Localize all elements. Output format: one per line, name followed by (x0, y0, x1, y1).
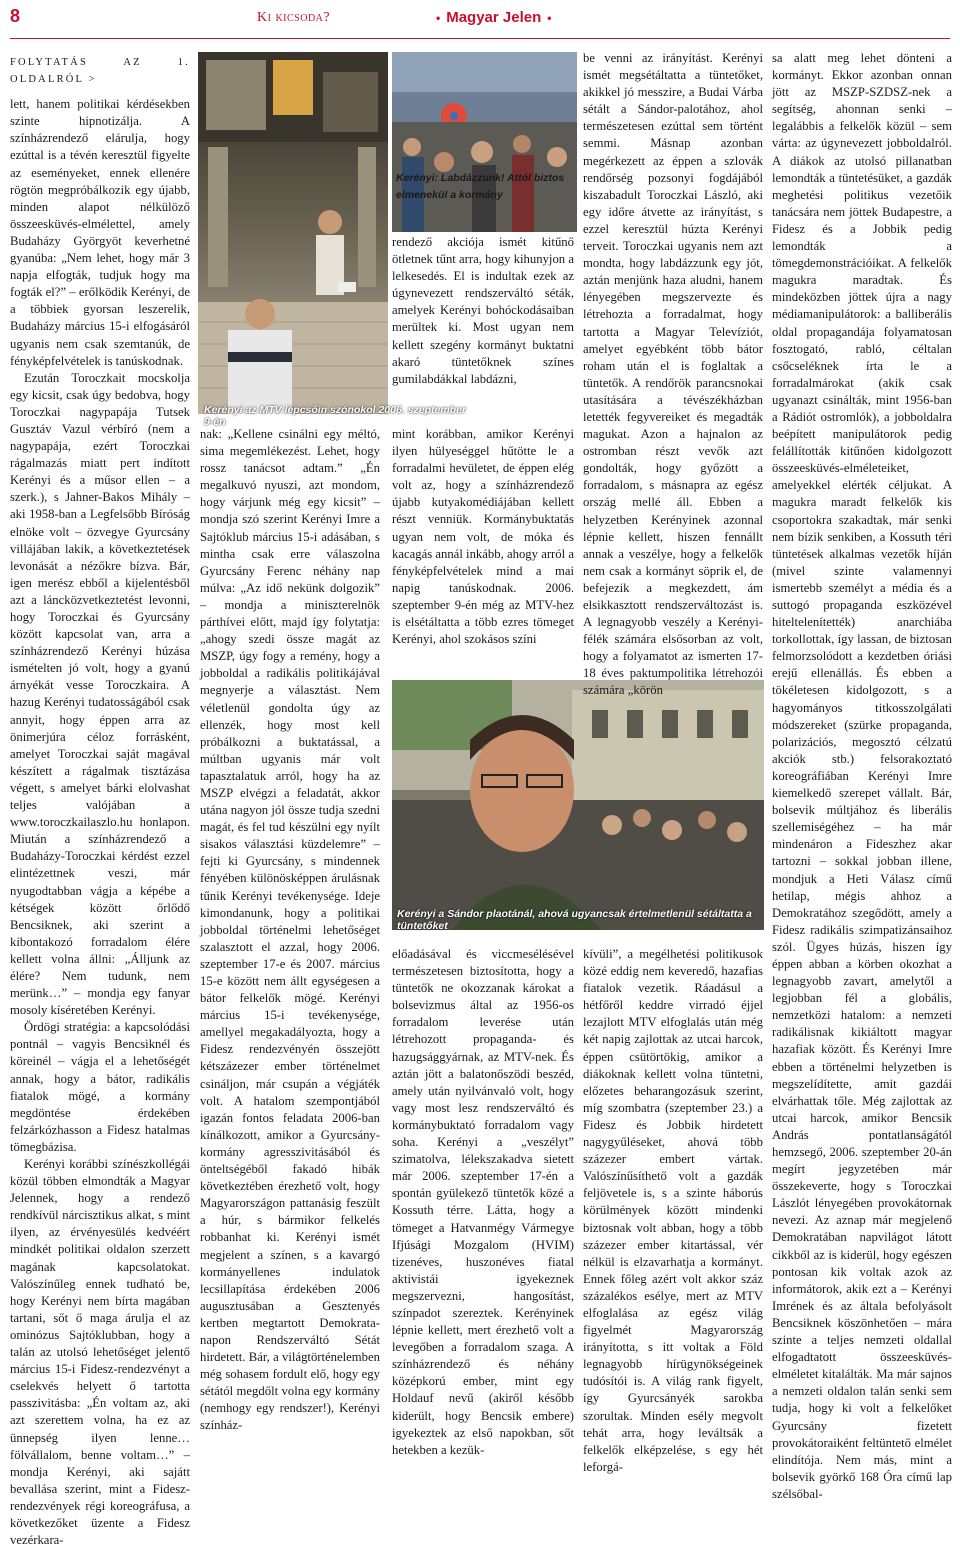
photo-mtv-steps (198, 52, 388, 414)
paragraph: nak: „Kellene csinálni egy méltó, sima megemlékezést. Lehet, hogy rossz tanácsot adtam.” „Én megalkuvó nyuszi, azt mondom, hogy várjunk még egy kicsit” – mondja szó szerint Kerényi Imre a Sajtóklub március 15-i adásában, s mintha csak erre válaszolna Gyurcsány Ferenc néhány nap múlva: „Az idő nekünk dolgozik” – mondja a miniszterelnök párthívei előtt, majd így folytatja: „ahogy szedi össze magát az MSZP, úgy fogy a remény, hogy a jobboldal a radikális politikájával megnyerje a választást. Nem véletlenül gondolta úgy az ellenzék, hogy most kell próbálkozni a buktatással, a múltban ugyanis már volt tapasztalatuk arról, hogy ha az MSZP elvégzi a feladatát, akkor utána nagyon jól össze tudja szedni magát, és fel tud készülni egy nyílt sisakos választási küzdelemre” – fejti ki Gyurcsány, s mindennek fényében különösképpen árulásnak tűnik Kerényi tevékenysége. Ideje kimondanunk, hogy a politikai jobboldal történelmi lehetőséget szalasztott el azzal, hogy 2006. szeptember 17-e és 2007. március 15-e között nem állt egységesen a bátor felkelők mögé. Kerényi március 15-i tevékenysége, amellyel megakadályozta, hogy a Fidesz rendezvényén összejött kétszázezer ember történelmet csináljon, már csupán a végjáték volt. A hatalom szempontjából igazán fontos feladata 2006-ban kínálkozott, amikor a Gyurcsány-kormány agresszivitásából és önteltségéből fakadó hibák következtében érezhető volt, hogy Magyarországon pattanásig feszült a húr, s bármikor felkelés robbanhat ki. Kerényi ismét megjelent a színen, s a kavargó kormányellenes indulatok lecsillapítása érdekében 2006 augusztusában a Gesztenyés kertben megtartott Demokrata-napon Rendszerváltó Sétát hirdetett. Bár, a világtörténelemben még sohasem fordult elő, hogy egy sétától megdőlt volna egy kormány (nemhogy egy rendszer!), Kerényi színház- (200, 427, 380, 1433)
section-title: Ki kicsoda? (257, 10, 331, 25)
header-rule (10, 38, 950, 39)
photo-caption: Kerényi az MTV lépcsőin szónokol 2006. szeptember 9-én (204, 404, 467, 428)
paragraph: Ördögi stratégia: a kapcsolódási pontnál – vagyis Bencsiknél és köreinél – vágja el a lehetőségét annak, hogy a bátor, radikális fiatalok mögé, a kormány megdöntése érdekében felzárkózhasson a Fidesz hatalmas tömegbázisa. (10, 1020, 190, 1154)
paragraph: be venni az irányítást. Kerényi ismét megsétáltatta a tüntetőket, akikkel jó messzire, a Budai Várba sétált a Sándor-palotához, ahol természetesen ezúttal sem történt semmi. Másnap azonban megérkezett az éppen a szlovák rendőrség pozsonyi fogdájából kiszabadult Toroczkai László, aki egy időre átvette az irányítást, s ezzel keresztül húzta Kerényi terveit. Toroczkai ugyanis nem azt mondta, hogy labdázzunk egy jót, aztán menjünk haza aludni, hanem lényegében megszervezte és létrehozta a forradalmat, hogy tartotta a Magyar Televíziót, amelyet egyébként több bátor roham után el is foglaltak a tüntetők. A rendőrök parancsnokai utasítására a tévészékházban letették fegyvereiket és megadták magukat. Azon a hajnalon az ostromban részt vevők azt gondolták, hogy győzött a forradalom, s másnapra az egész ország mellé áll. Ebben a helyzetben Kerényinek azonnal lépnie kellett, hiszen fennállt annak a veszélye, hogy a felkelők nem csak a kormányt söprik el, de befejezik a megkezdett, ám elsikkasztott rendszerváltozást is. A legnagyobb veszély a Kerényi-félék számára elsősorban az volt, hogy a folyamatot az ismerten 17-18 éves paktumpolitika létrehozói számára „körön (583, 51, 763, 698)
paragraph: sa alatt meg lehet dönteni a kormányt. Ekkor azonban onnan jött az MSZP-SZDSZ-nek a segítség, ahonnan senki – legalábbis a felkelők közül – sem várta: az úgynevezett jobboldalról. A diákok az utolsó pillanatban lemondták a tüntetésüket, a gazdák meghetési politikus vezetőik tanácsára nem jöttek Budapestre, a Fidesz és a Jobbik pedig lemondták a tömegdemonstrációikat. A felkelők magukra maradtak. És mindeközben jöttek újra a nagy médiamanipulátorok: a balliberális oldal propagandája folyamatosan fosztogató, rabló, céltalan csőcseléknek írta le a forradalmárokat (akik csak ugyanazt csinálták, mint 1956-ban a Rádiót ostromlók), a jobboldalra beépített manipulátorok pedig felállították kitűnően kidolgozott összeesküvés-elméleteiket, amelyekkel elérték céljukat. A magukra maradt felkelők kis csoportokra szakadtak, már senki nem bízik senkiben, a Kossuth téri tüntetések alkalmas vezetők híján (mivel szinte valamennyi ismertebb személyt a média és a suttogó propaganda eszközével hiteltelenítették) anarchiába torkollottak, így lassan, de biztosan felmorzsolódott a kezdetben óriási erejű ellenállás. És ebben a tökéletesen kidolgozott, s a hagyományos titkosszolgálati módszereket (szürke propaganda, polarizációs, megosztó célzatú akciók stb.) felsorakoztató koreográfiában Kerényi Imre kiemelkedő szerepet vállalt. Bár, bolsevik múltjához és liberális szellemiségéhez – ha már mindenáron a Fideszhez akar tartozni – sokkal jobban illene, mondjuk a Heti Válasz című hetilap, mégis ahhoz a Demokratához szegődött, amely a Fidesz radikális szimpatizánsaihoz szól. Ügyes húzás, hiszen így éppen abban a körben okozhat a legnagyobb zavart, amelytől a legjobban fél a globális, nemzetközi hatalom: a nemzeti radikálisnak kikiáltott magyar hazafiak között. És Kerényi Imre ebben a történelmi helyzetben is megszelídítette, amit gazdái elvárhattak tőle. Még zajlottak az utcai harcok, amikor Bencsik András pontatlanságától hemzsegő, 2006. szeptember 20-án megírt jegyzetében már összekeverte, hogy s Toroczkai Lászlót lényegében provokátornak nevezi. Az aznap már megjelenő Demokratában napvilágot látott cikkből az is kiderül, hogy egészen pontosan kik voltak azok az informátorok, akik ezt a – Kerényi Imrének és az általa befolyásolt Bencsiknek köszönhetően – mára szinte a teljes nemzeti oldallal elfogadtatott összeesküvés-elméletet kitalálták. Ma már sajnos a nemzeti oldalon talán senki sem tudja, hogy ki volt a felkelőket Gyurcsány fizetett provokátoraiként feltüntető elmélet elindítója. Nem más, mint a bolsevik györkő 168 Óra című lap szélsőbal- (772, 51, 952, 1501)
newspaper-name (430, 9, 557, 26)
paragraph: rendező akciója ismét kitűnő ötletnek tűnt arra, hogy kihunyjon a lelkesedés. El is indultak ezek az úgynevezett rendszerváltó séták, amelyek Kerényi bohóckodásaiban merültek ki. Most ugyan nem kellett szegény kormányt buktatni akaró tüntetőknek színes gumilabdákkal labdázni, (392, 235, 574, 386)
paragraph: lett, hanem politikai kérdésekben szinte hipnotizálja. A színházrendező elárulja, hogy ezúttal is a tévén keresztül figyelte az eseményeket, ennek ellenére rögtön megpróbálkozik egy újabb, minden alapot nélkülöző összeesküvés-elmélettel, amely Budaházy Györgyöt keverhetné gyanúba: „Nem lehet, hogy már 3 napja elfogták, tudjuk hogy ma fogták el?” – erőlködik Kerényi, de a többiek gyorsan leszerelik, Budaházy március 15-i elfogásáról ugyanis nem csak szemtanúk, de fényképfelvételek is tanúskodnak. (10, 97, 190, 368)
photo-sandor-palace (392, 680, 764, 930)
article-column-4b (583, 946, 763, 1474)
photo-caption: Kerényi: Labdázzunk! Attól biztos elmenekül a kormány (396, 172, 565, 201)
photo-ball-crowd (392, 52, 577, 232)
article-column-5 (772, 50, 952, 1501)
article-column-3a (392, 426, 574, 676)
page-header (0, 0, 960, 38)
continued-label: FOLYTATÁS AZ 1. OLDALRÓL > (10, 57, 190, 86)
page-number: 8 (10, 6, 21, 26)
photo-mtv-steps-image (198, 52, 388, 414)
article-column-2 (200, 426, 380, 1444)
article-column-4a (583, 50, 763, 698)
bullet-icon: • (436, 11, 441, 25)
bullet-icon: • (547, 11, 552, 25)
paragraph: Ezután Toroczkait mocskolja egy kicsit, csak úgy bedobva, hogy Toroczkai nagypapája Tutsek Gusztáv Vazul vérbíró (nem a nagypapája, ezért Toroczkai rágalmazás miatt pert indított Kerényi és a műsor ellen – a szerk.), s Jahner-Bakos Mihály – aki 1958-ban a Legfelsőbb Bíróság elnöke volt – özvegye Gyurcsány villájában lakik, a következtetések levonását a nézőkre bízva. Bár, igen merész ebből a kijelentésből azt a láncközvetkeztetést levonni, hogy Toroczkai és Gyurcsány között kapcsolat van, arra a színházrendező Kerényi húzása ismételten jó volt, hogy a gyanú árnyékát vesse Toroczkaira. A hazug Kerényi tudatosságából csak annyit, hogy éppen arra az önimerjúra céloz forrásként, amelyet Toroczkai saját magával készített a rágalmak tisztázása végett, s amelyet bárki elolvashat teljes valójában a www.toroczkailaszlo.hu honlapon. Miután a színházrendező a Budaházy-Toroczkai kérdést ezzel elintézettnek veszi, már nyugodtabban vágja a képébe a kétségek között őrlődő Bencsiknek, aki szerint a kibontakozó forradalom élére kellett volna állni: „Álljunk az élére? Nem tudunk, nem merünk…” – mondja egy fanyar mosoly kíséretében Kerényi. (10, 370, 190, 1018)
photo-caption: Kerényi a Sándor plaotánál, ahová ugyancsak értelmetlenül sétáltatta a tüntetőket (397, 908, 752, 932)
newspaper-title: Magyar Jelen (446, 9, 542, 26)
photo-ball-crowd-image (392, 52, 577, 232)
photo-sandor-palace-image (392, 680, 764, 930)
article-column-1 (10, 54, 190, 1548)
paragraph: kívüli”, a megélhetési politikusok közé eddig nem keveredő, hazafias fiatalok vezetik. Ráadásul a hétfőről keddre virradó éjjel lezajlott MTV elfoglalás után még két napig zajlottak az utcai harcok, éppen csütörtökig, amikor a diákoknak kellett volna tüntetni, előzetes beharangozásuk szerint, míg szombatra (szeptember 23.) a Fidesz és Jobbik hirdetett nagygyűléseket, ahová több százezer embert vártak. Valószínűsíthető volt a gazdák feljövetele is, s a szinte háborús körülmények között mindenki biztosnak volt abban, hogy a több százezer ember kitartással, vér nélkül is elzavarhatja a kormányt. Ennek főleg azért volt akkor száz százalékos esélye, mert az MTV elfoglalása az egész világ figyelmét Magyarország irányította, s itt voltak a Föld legnagyobb hírügynökségeinek tudósítói is. A világ rank figyelt, így Gyurcsányék sarokba szorultak. Minden esély megvolt tehát arra, hogy leváltsák a felkelők elképzelése, s egy hét leforgá- (583, 947, 763, 1474)
paragraph: mint korábban, amikor Kerényi ilyen hülyeséggel hűtötte le a forradalmi hevületet, de éppen elég volt az, hogy a színházrendező újabb kutyakomédiájában kellett részt venniük. Kormánybuktatás ugyan nem volt, de móka és kacagás annál inkább, ahogy arról a fényképfelvételek mind a mai napig tanúskodnak. 2006. szeptember 9-én még az MTV-hez is elsétáltatta a több ezres tömeget Kerényi, ahol szokásos színi (392, 427, 574, 647)
paragraph: előadásával és viccmesélésével természetesen biztosította, hogy a tüntetők ne okozzanak károkat a bolsevizmus által az 1956-os forradalom leverése után létrehozott propaganda- és hazugsággyárnak, az MTV-nek. És aztán jött a balatonőszödi beszéd, amely után nyilvánvaló volt, hogy vagy most lesz rendszerváltó és kormánybuktató forradalom vagy soha. Kerényi a „veszélyt” szimatolva, lélekszakadva sietett már 2006. szeptember 17-én a spontán gyülekező tüntetők közé a Kossuth térre. Látta, hogy a tömeget a Hatvanmégy Vármegye Ifjúsági Mozgalom (HVIM) tizenéves, huszonéves fiatal aktivistái igyekeznek megszervezni, hangosítást, színpadot szereztek. Kerényinek lépnie kellett, mert érezhető volt a levegőben a forradalom szaga. A színházrendező és néhány középkorú ember, mint egy Holdauf nevű (akiről később kiderült, hogy Bencsik embere) igyekeztek az első napokban, sőt hetekben a kezük- (392, 947, 574, 1457)
paragraph: Kerényi korábbi színészkollégái közül többen elmondták a Magyar Jelennek, hogy a rendező rendkívül nárcisztikus alkat, s mint ilyen, az érvényesülés kedvéért mindkét politikai oldalon szerzett magának kapcsolatokat. Valószínűleg ennek tudható be, hogy Kerényi nem bírta magában tartani, sőt ő maga árulja el az ominózus Sajtóklubban, hogy a talán az utolsó lehetőséget jelentő március 15-i Fidesz-rendezvényt a cselekvés helyett ő tartotta passzivitásba: „Én voltam az, aki azt szerettem volna, ha ez az ünnepség ilyen lenne…fölvállalom, benne voltam…” – mondja Kerényi, aki sajátt bevallása szerint, mint a Fidesz-rendezvények régi koreográfusa, a következőket üzente a Fidesz vezérkara- (10, 1157, 190, 1548)
article-column-d (392, 234, 574, 394)
article-column-3b (392, 946, 574, 1457)
